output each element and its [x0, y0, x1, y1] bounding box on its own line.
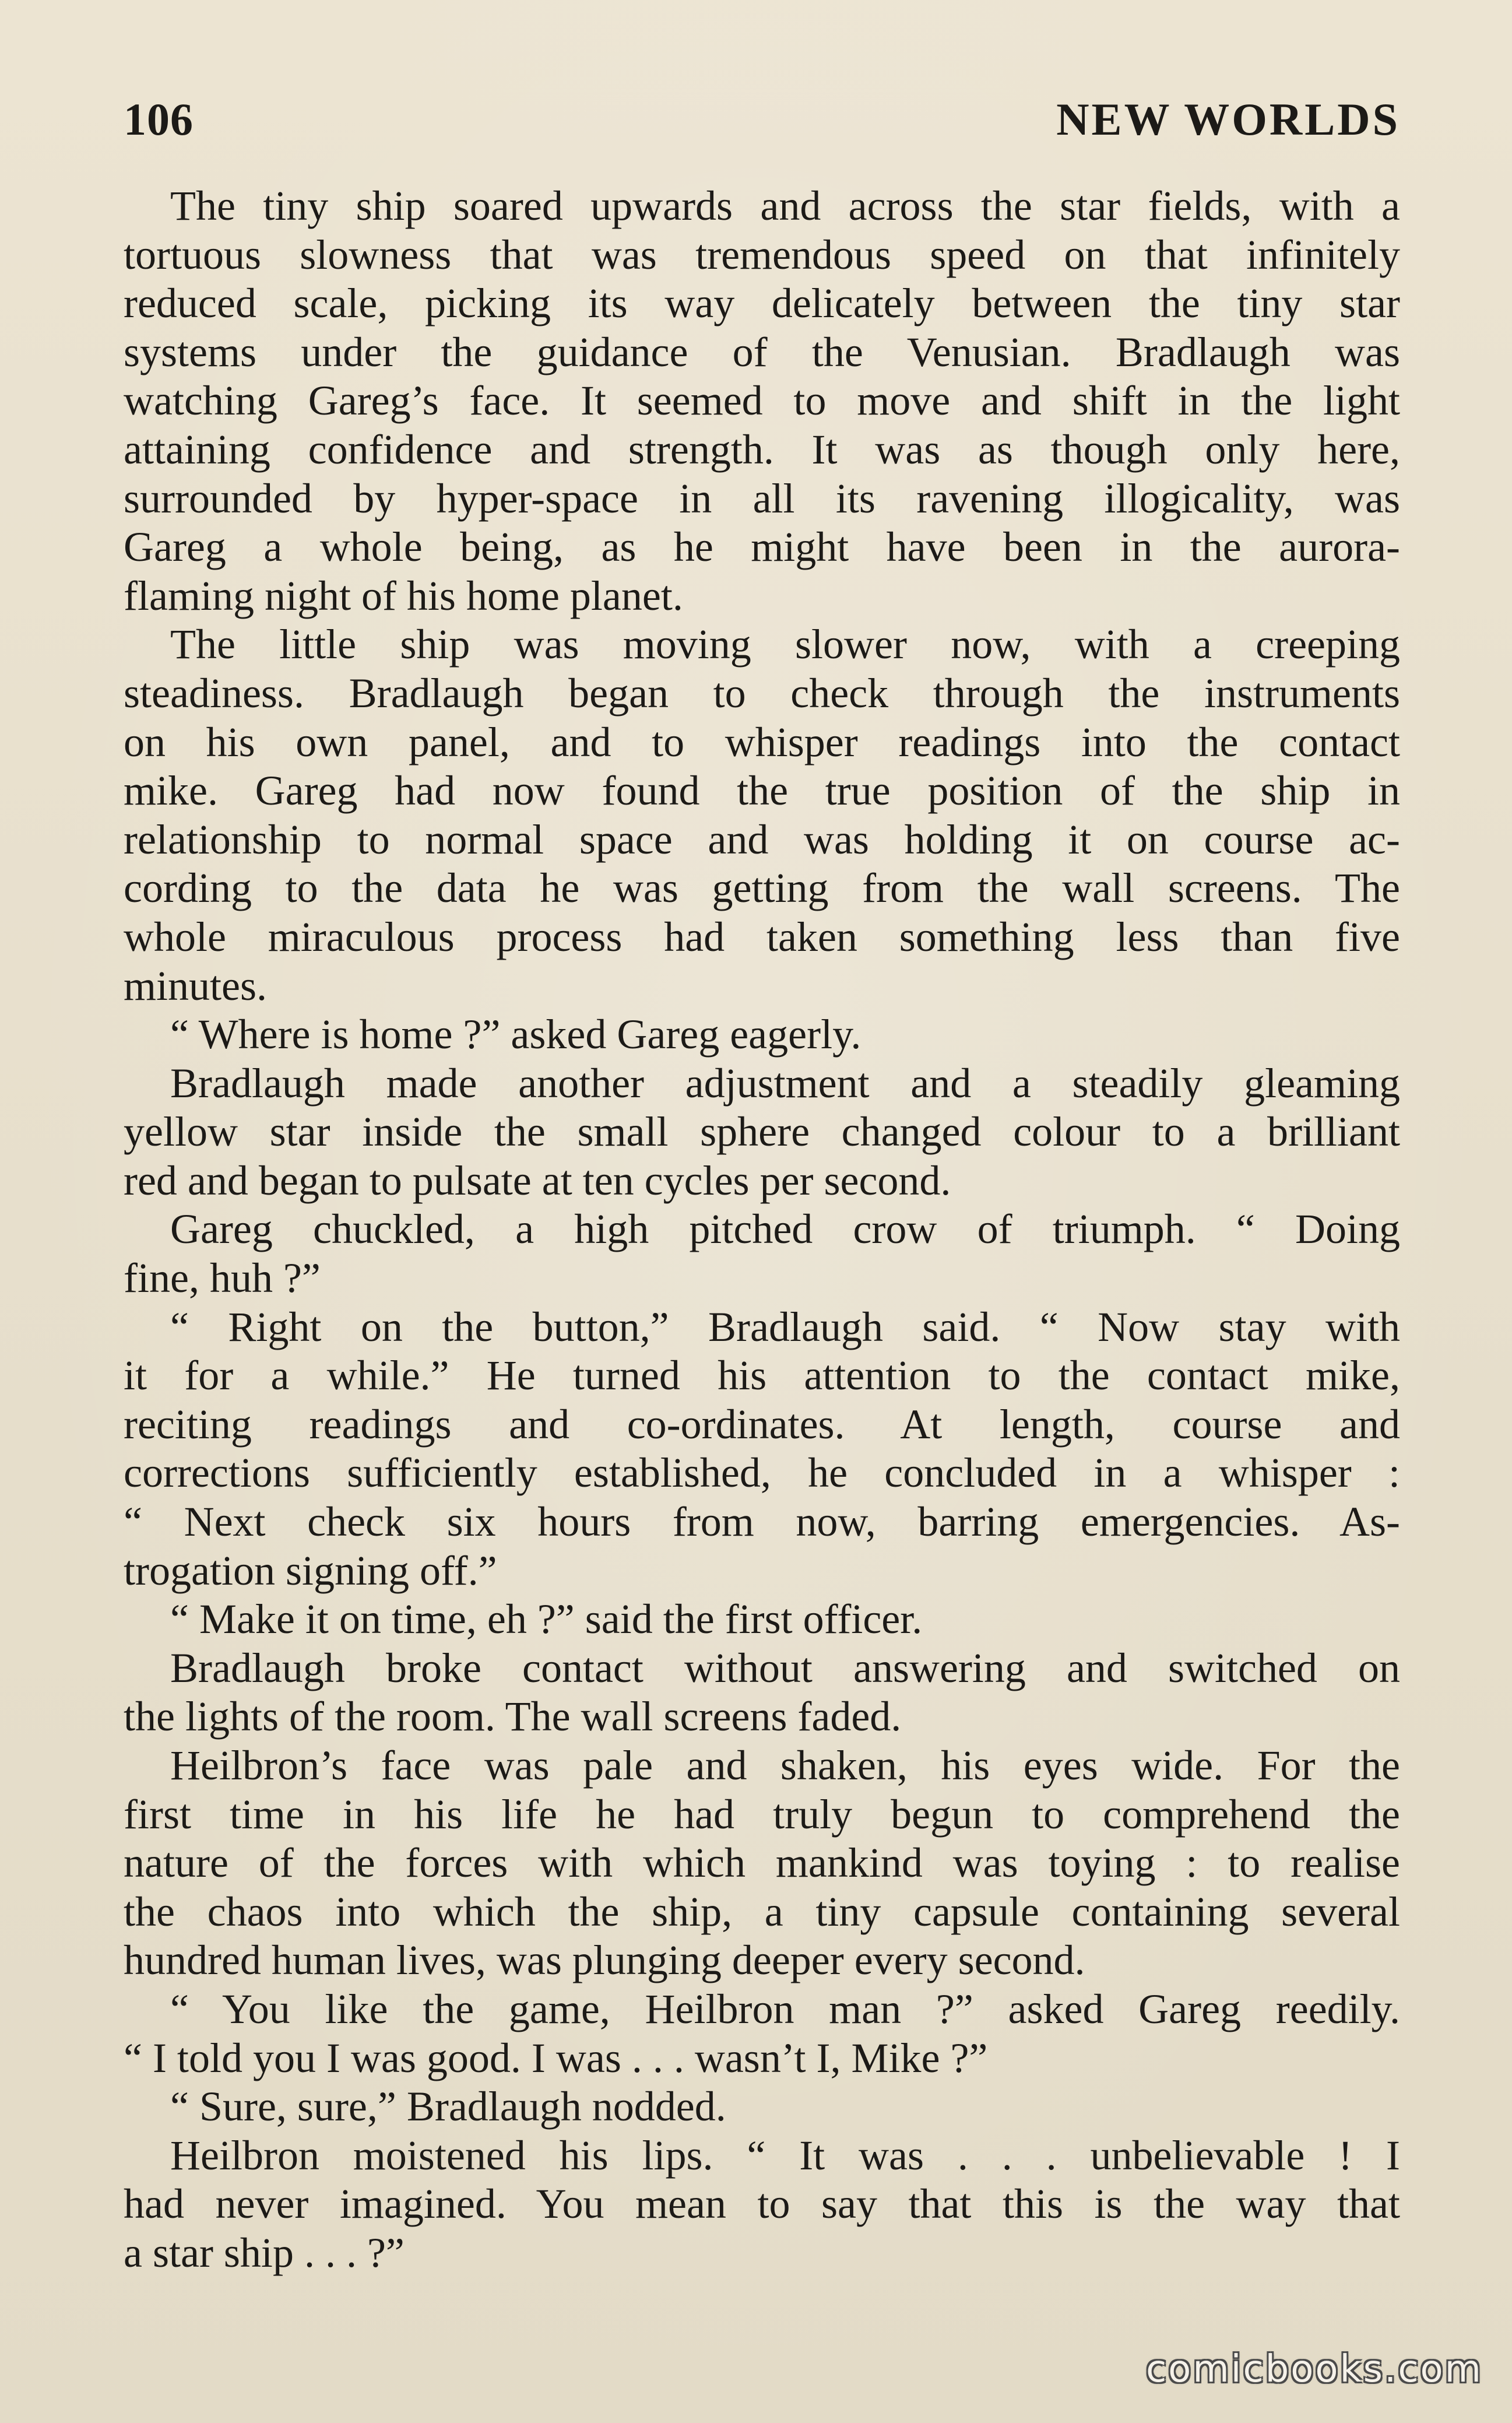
text-line: corrections sufficiently established, he concluded in a whisper :: [124, 1449, 1400, 1497]
text-line: “ Where is home ?” asked Gareg eagerly.: [170, 1011, 862, 1058]
text-line: reciting readings and co-ordinates. At length, course and: [124, 1400, 1400, 1448]
text-line: tortuous slowness that was tremendous speed on that infinitely: [124, 231, 1400, 278]
page-number: 106: [124, 94, 194, 145]
text-line: The little ship was moving slower now, with a creeping: [170, 621, 1400, 668]
text-line: “ Sure, sure,” Bradlaugh nodded.: [170, 2083, 726, 2130]
body-text: [124, 182, 1400, 2278]
text-line: Gareg a whole being, as he might have been in the aurora-: [124, 524, 1400, 571]
text-line: whole miraculous process had taken something less than five: [124, 913, 1400, 960]
text-line: on his own panel, and to whisper readings into the contact: [124, 718, 1400, 765]
text-line: mike. Gareg had now found the true position of the ship in: [124, 767, 1400, 814]
text-line: nature of the forces with which mankind was toying : to realise: [124, 1839, 1400, 1887]
text-line: yellow star inside the small sphere changed colour to a brilliant: [124, 1108, 1400, 1156]
text-line: minutes.: [124, 962, 267, 1009]
text-line: steadiness. Bradlaugh began to check through the instruments: [124, 669, 1400, 717]
text-line: Heilbron moistened his lips. “ It was . . . unbelievable ! I: [170, 2131, 1400, 2179]
text-line: hundred human lives, was plunging deeper every second.: [124, 1937, 1085, 1984]
text-line: “ I told you I was good. I was . . . wasn’t I, Mike ?”: [124, 2034, 988, 2081]
text-line: “ You like the game, Heilbron man ?” asked Gareg reedily.: [170, 1985, 1400, 2032]
text-line: relationship to normal space and was holding it on course ac-: [124, 816, 1400, 863]
text-line: the chaos into which the ship, a tiny capsule containing several: [124, 1888, 1400, 1935]
text-line: Bradlaugh made another adjustment and a steadily gleaming: [170, 1059, 1400, 1107]
text-line: “ Right on the button,” Bradlaugh said. “ Now stay with: [170, 1303, 1400, 1350]
text-line: watching Gareg’s face. It seemed to move and shift in the light: [124, 377, 1400, 424]
text-line: had never imagined. You mean to say that this is the way that: [124, 2180, 1400, 2228]
text-line: a star ship . . . ?”: [124, 2229, 405, 2276]
text-line: systems under the guidance of the Venusian. Bradlaugh was: [124, 328, 1400, 375]
text-line: flaming night of his home planet.: [124, 572, 683, 619]
text-line: trogation signing off.”: [124, 1547, 497, 1594]
page-header: [124, 82, 1400, 146]
watermark: comicbooks.com: [1145, 2348, 1483, 2391]
text-line: reduced scale, picking its way delicately between the tiny star: [124, 280, 1400, 327]
text-line: first time in his life he had truly begun to comprehend the: [124, 1790, 1400, 1838]
text-line: Bradlaugh broke contact without answering and switched on: [170, 1644, 1400, 1691]
text-line: surrounded by hyper-space in all its ravening illogicality, was: [124, 475, 1400, 522]
text-line: Gareg chuckled, a high pitched crow of triumph. “ Doing: [170, 1206, 1400, 1253]
text-line: fine, huh ?”: [124, 1255, 321, 1302]
text-line: “ Make it on time, eh ?” said the first officer.: [170, 1596, 923, 1643]
text-line: the lights of the room. The wall screens faded.: [124, 1693, 902, 1740]
text-line: “ Next check six hours from now, barring emergencies. As-: [124, 1498, 1400, 1546]
text-line: Heilbron’s face was pale and shaken, his eyes wide. For the: [170, 1742, 1400, 1789]
text-line: attaining confidence and strength. It was as though only here,: [124, 426, 1400, 473]
text-line: it for a while.” He turned his attention to the contact mike,: [124, 1352, 1400, 1399]
text-line: red and began to pulsate at ten cycles per second.: [124, 1157, 951, 1204]
text-line: cording to the data he was getting from the wall screens. The: [124, 865, 1400, 912]
running-head: NEW WORLDS: [1056, 94, 1400, 145]
text-line: The tiny ship soared upwards and across the star fields, with a: [170, 182, 1400, 229]
